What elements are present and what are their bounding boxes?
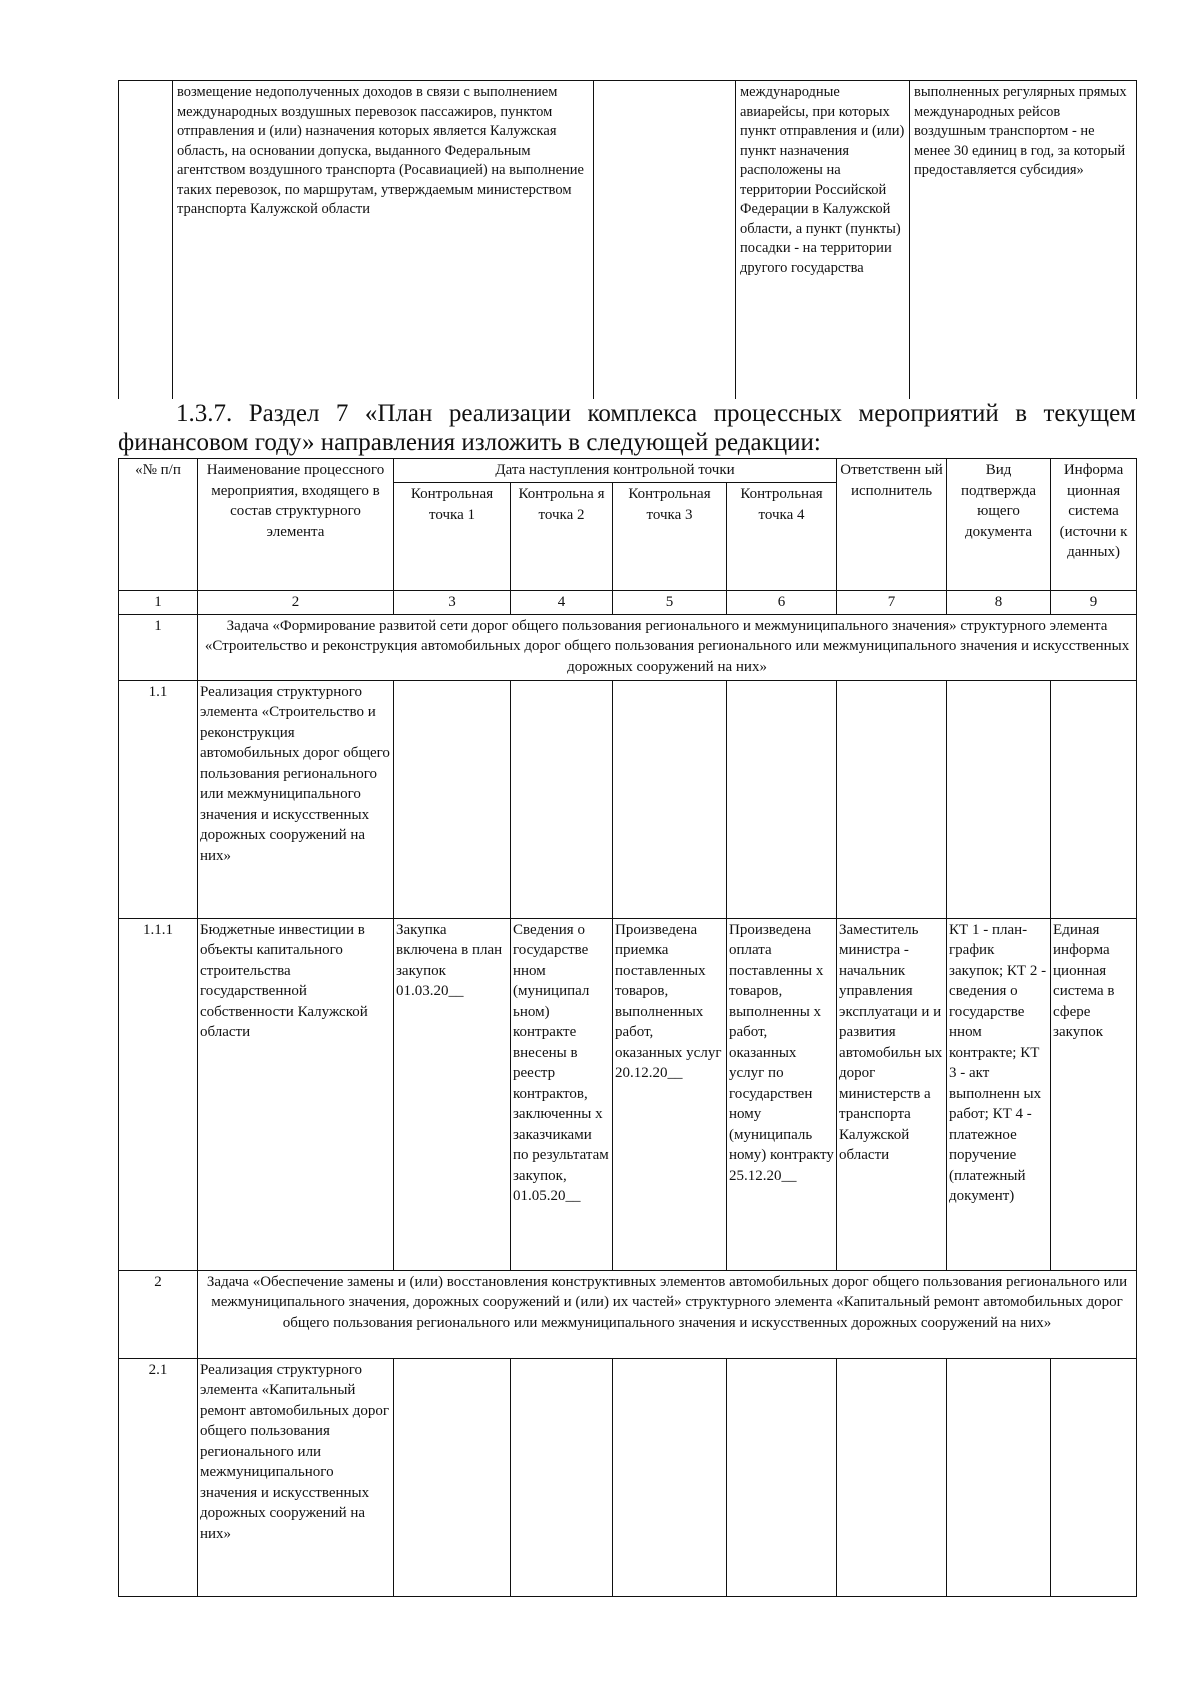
header-info-system: Информа ционная система (источни к данных) — [1051, 459, 1137, 591]
header-cp2: Контрольна я точка 2 — [511, 483, 613, 591]
continued-subsidy-table — [118, 80, 1137, 399]
empty-cell — [394, 680, 511, 918]
empty-cell — [511, 680, 613, 918]
header-name: Наименование процессного мероприятия, входящего в состав структурного элемента — [198, 459, 394, 591]
control-point-2: Сведения о государстве нном (муниципал ьном) контракте внесены в реестр контрактов, заключенны х заказчиками по результатам закупок, 01.05.20__ — [511, 918, 613, 1270]
row-number-cell — [119, 81, 173, 399]
subsidy-purpose-cell: возмещение недополученных доходов в связи с выполнением международных воздушных перевозок пассажиров, пунктом отправления и (или) назначения которых является Калужская область, на основании допуска, выданного Федеральным агентством воздушного транспорта (Росавиацией) на выполнение таких перевозок, по маршрутам, утверждаемым министерством транспорта Калужской области — [173, 81, 594, 399]
header-cp3: Контрольная точка 3 — [613, 483, 727, 591]
table-row — [119, 680, 1137, 918]
empty-cell — [394, 1358, 511, 1596]
col-number: 4 — [511, 591, 613, 615]
header-date-group: Дата наступления контрольной точки — [394, 459, 837, 483]
header-row — [119, 459, 1137, 483]
row-number: 1.1 — [119, 680, 198, 918]
table-row — [119, 81, 1137, 399]
empty-cell — [511, 1358, 613, 1596]
empty-cell — [837, 1358, 947, 1596]
row-number: 1.1.1 — [119, 918, 198, 1270]
control-point-1: Закупка включена в план закупок 01.03.20__ — [394, 918, 511, 1270]
header-cp4: Контрольная точка 4 — [727, 483, 837, 591]
col-number: 6 — [727, 591, 837, 615]
empty-cell — [613, 1358, 727, 1596]
empty-cell — [594, 81, 736, 399]
control-point-3: Произведена приемка поставленных товаров, выполненных работ, оказанных услуг 20.12.20__ — [613, 918, 727, 1270]
task-row — [119, 1270, 1137, 1358]
info-system: Единая информа ционная система в сфере закупок — [1051, 918, 1137, 1270]
activity-name: Бюджетные инвестиции в объекты капитального строительства государственной собственности Калужской области — [198, 918, 394, 1270]
header-num: «№ п/п — [119, 459, 198, 591]
column-numbers-row — [119, 591, 1137, 615]
header-responsible: Ответственн ый исполнитель — [837, 459, 947, 591]
empty-cell — [727, 680, 837, 918]
task-number: 1 — [119, 614, 198, 680]
result-indicator-cell: выполненных регулярных прямых международных рейсов воздушным транспортом - не менее 30 единиц в год, за который предоставляется субсидия» — [910, 81, 1137, 399]
task-text: Задача «Обеспечение замены и (или) восстановления конструктивных элементов автомобильных дорог общего пользования регионального или межмуниципального значения, дорожных сооружений и (или) их частей» структурного элемента «Капитальный ремонт автомобильных дорог общего пользования регионального или межмуниципального значения и искусственных дорожных сооружений на них» — [198, 1270, 1137, 1358]
col-number: 9 — [1051, 591, 1137, 615]
empty-cell — [613, 680, 727, 918]
empty-cell — [947, 1358, 1051, 1596]
empty-cell — [727, 1358, 837, 1596]
task-text: Задача «Формирование развитой сети дорог общего пользования регионального и межмуниципального значения» структурного элемента «Строительство и реконструкция автомобильных дорог общего пользования регионального или межмуниципального значения и искусственных дорожных сооружений на них» — [198, 614, 1137, 680]
empty-cell — [1051, 680, 1137, 918]
confirming-document: КТ 1 - план-график закупок; КТ 2 - сведения о государстве нном контракте; КТ 3 - акт выполненн ых работ; КТ 4 - платежное поручение (платежный документ) — [947, 918, 1051, 1270]
empty-cell — [947, 680, 1051, 918]
responsible-executor: Заместитель министра - начальник управления эксплуатаци и и развития автомобильн ых дорог министерств а транспорта Калужской области — [837, 918, 947, 1270]
row-number: 2.1 — [119, 1358, 198, 1596]
col-number: 3 — [394, 591, 511, 615]
col-number: 7 — [837, 591, 947, 615]
activity-name: Реализация структурного элемента «Капитальный ремонт автомобильных дорог общего пользования регионального или межмуниципального значения и искусственных дорожных сооружений на них» — [198, 1358, 394, 1596]
col-number: 5 — [613, 591, 727, 615]
col-number: 2 — [198, 591, 394, 615]
activity-name: Реализация структурного элемента «Строительство и реконструкция автомобильных дорог общего пользования регионального или межмуниципального значения и искусственных дорожных сооружений на них» — [198, 680, 394, 918]
header-doc-type: Вид подтвержда ющего документа — [947, 459, 1051, 591]
table-row — [119, 918, 1137, 1270]
col-number: 8 — [947, 591, 1051, 615]
empty-cell — [1051, 1358, 1137, 1596]
table-row — [119, 1358, 1137, 1596]
plan-table — [118, 458, 1137, 1597]
task-row — [119, 614, 1137, 680]
empty-cell — [837, 680, 947, 918]
section-7-paragraph: 1.3.7. Раздел 7 «План реализации комплекса процессных мероприятий в текущем финансовом году» направления изложить в следующей редакции: — [118, 400, 1136, 456]
col-number: 1 — [119, 591, 198, 615]
task-number: 2 — [119, 1270, 198, 1358]
header-cp1: Контрольная точка 1 — [394, 483, 511, 591]
flights-description-cell: международные авиарейсы, при которых пункт отправления и (или) пункт назначения расположены на территории Российской Федерации в Калужской области, а пункт (пункты) посадки - на территории другого государства — [736, 81, 910, 399]
control-point-4: Произведена оплата поставленны х товаров, выполненны х работ, оказанных услуг по государствен ному (муниципаль ному) контракту 25.12.20__ — [727, 918, 837, 1270]
